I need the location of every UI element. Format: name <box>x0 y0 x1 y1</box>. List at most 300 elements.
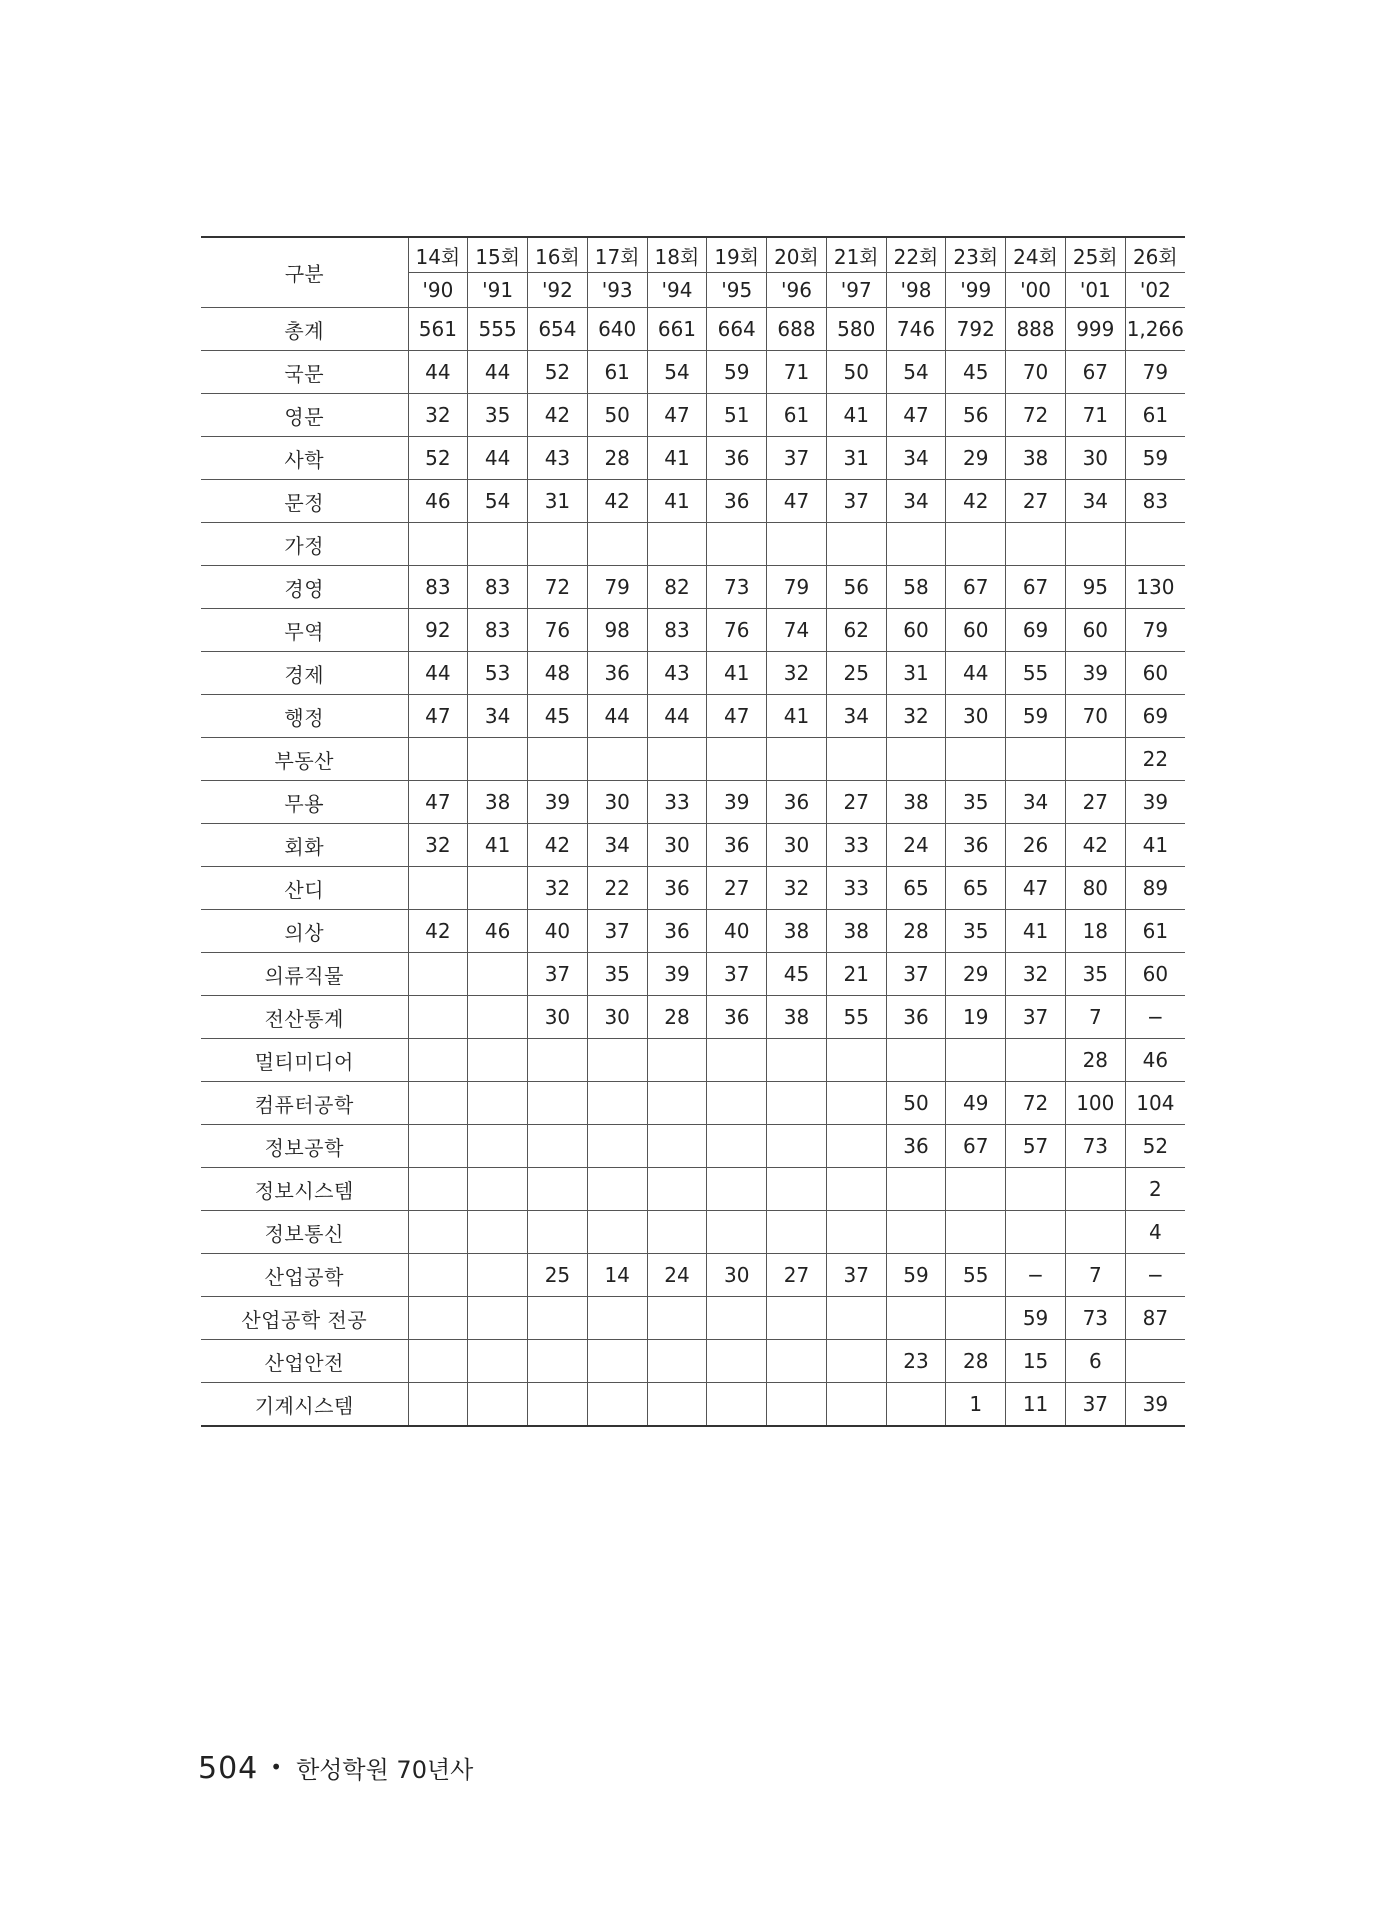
table-cell <box>826 1082 886 1125</box>
table-cell: 41 <box>707 652 767 695</box>
table-cell: 32 <box>767 867 827 910</box>
table-cell: 35 <box>946 781 1006 824</box>
table-cell: 14 <box>587 1254 647 1297</box>
table-cell <box>587 1383 647 1427</box>
table-cell: 47 <box>408 781 468 824</box>
table-cell: 41 <box>767 695 827 738</box>
table-cell: 42 <box>946 480 1006 523</box>
table-cell: 22 <box>1125 738 1185 781</box>
table-cell: 76 <box>707 609 767 652</box>
table-cell: 31 <box>886 652 946 695</box>
row-label: 총계 <box>201 308 408 351</box>
table-cell <box>886 1297 946 1340</box>
row-label: 문정 <box>201 480 408 523</box>
table-cell <box>647 1082 707 1125</box>
year-header: '94 <box>647 273 707 308</box>
table-cell: 65 <box>886 867 946 910</box>
table-cell <box>707 1082 767 1125</box>
table-cell: 36 <box>767 781 827 824</box>
table-cell: 36 <box>647 910 707 953</box>
table-cell <box>647 1383 707 1427</box>
table-cell <box>468 1211 528 1254</box>
table-cell: 43 <box>528 437 588 480</box>
enrollment-statistics-table <box>201 236 1185 1427</box>
table-cell: 33 <box>826 824 886 867</box>
table-cell: 35 <box>946 910 1006 953</box>
table-row <box>201 609 1185 652</box>
table-cell <box>1125 523 1185 566</box>
table-cell: 47 <box>886 394 946 437</box>
year-header: '95 <box>707 273 767 308</box>
row-label: 영문 <box>201 394 408 437</box>
table-cell: 39 <box>1125 781 1185 824</box>
table-cell: 36 <box>707 437 767 480</box>
table-cell: 661 <box>647 308 707 351</box>
table-cell: 60 <box>1065 609 1125 652</box>
table-cell: 36 <box>587 652 647 695</box>
table-row <box>201 824 1185 867</box>
table-cell: 44 <box>468 351 528 394</box>
table-cell: 55 <box>946 1254 1006 1297</box>
table-row <box>201 308 1185 351</box>
table-cell <box>408 1297 468 1340</box>
table-cell: 83 <box>647 609 707 652</box>
table-cell: 89 <box>1125 867 1185 910</box>
table-cell <box>826 1211 886 1254</box>
table-cell: 6 <box>1065 1340 1125 1383</box>
table-cell <box>408 1254 468 1297</box>
table-row <box>201 523 1185 566</box>
table-cell <box>468 867 528 910</box>
table-cell <box>826 1340 886 1383</box>
table-cell: 56 <box>946 394 1006 437</box>
table-cell <box>587 1297 647 1340</box>
table-cell <box>946 1039 1006 1082</box>
table-cell <box>528 1168 588 1211</box>
table-cell <box>767 523 827 566</box>
table-cell: 51 <box>707 394 767 437</box>
table-cell <box>468 1168 528 1211</box>
table-cell: 34 <box>886 480 946 523</box>
table-cell: 28 <box>647 996 707 1039</box>
session-header: 14회 <box>408 237 468 273</box>
table-cell: 104 <box>1125 1082 1185 1125</box>
table-cell <box>886 523 946 566</box>
table-cell: 83 <box>468 609 528 652</box>
table-cell <box>707 1168 767 1211</box>
table-cell: 31 <box>826 437 886 480</box>
row-label: 회화 <box>201 824 408 867</box>
table-cell: 32 <box>528 867 588 910</box>
table-cell <box>647 1039 707 1082</box>
table-cell <box>408 1340 468 1383</box>
table-cell: 21 <box>826 953 886 996</box>
table-cell <box>408 1082 468 1125</box>
table-cell: 59 <box>1006 1297 1066 1340</box>
table-cell: 39 <box>1065 652 1125 695</box>
table-cell: 36 <box>886 1125 946 1168</box>
table-cell: 34 <box>1006 781 1066 824</box>
table-cell <box>767 1039 827 1082</box>
table-cell: 130 <box>1125 566 1185 609</box>
table-cell: 15 <box>1006 1340 1066 1383</box>
table-cell <box>408 1168 468 1211</box>
page-footer <box>198 1750 473 1786</box>
table-cell <box>826 738 886 781</box>
table-cell: 28 <box>1065 1039 1125 1082</box>
table-cell <box>826 1125 886 1168</box>
table-cell <box>946 523 1006 566</box>
table-cell: 37 <box>1065 1383 1125 1427</box>
table-cell: 98 <box>587 609 647 652</box>
table-cell: 79 <box>1125 609 1185 652</box>
year-header: '91 <box>468 273 528 308</box>
table-row <box>201 1082 1185 1125</box>
table-cell: 30 <box>1065 437 1125 480</box>
table-cell: 28 <box>587 437 647 480</box>
table-cell: 37 <box>587 910 647 953</box>
table-cell: 42 <box>587 480 647 523</box>
table-cell: 42 <box>1065 824 1125 867</box>
table-cell: 71 <box>1065 394 1125 437</box>
table-cell <box>767 738 827 781</box>
table-cell <box>408 1211 468 1254</box>
session-header: 18회 <box>647 237 707 273</box>
enrollment-table-container <box>201 236 1185 1427</box>
table-cell: 32 <box>1006 953 1066 996</box>
table-cell: 41 <box>468 824 528 867</box>
table-cell: 24 <box>886 824 946 867</box>
table-cell: 33 <box>647 781 707 824</box>
table-cell <box>647 1297 707 1340</box>
row-label: 부동산 <box>201 738 408 781</box>
row-label: 무역 <box>201 609 408 652</box>
row-label: 컴퓨터공학 <box>201 1082 408 1125</box>
table-cell: 76 <box>528 609 588 652</box>
table-cell: 37 <box>826 480 886 523</box>
table-row <box>201 1383 1185 1427</box>
table-cell <box>1006 1039 1066 1082</box>
table-cell: 29 <box>946 953 1006 996</box>
table-cell <box>468 523 528 566</box>
table-row <box>201 437 1185 480</box>
table-cell: 71 <box>767 351 827 394</box>
table-cell: 72 <box>1006 1082 1066 1125</box>
table-cell: 61 <box>587 351 647 394</box>
table-cell: 36 <box>946 824 1006 867</box>
table-cell: 60 <box>886 609 946 652</box>
table-cell: 38 <box>886 781 946 824</box>
table-row <box>201 695 1185 738</box>
table-cell: 50 <box>886 1082 946 1125</box>
table-row <box>201 996 1185 1039</box>
table-row <box>201 1297 1185 1340</box>
table-row <box>201 480 1185 523</box>
table-cell: 654 <box>528 308 588 351</box>
table-cell: 59 <box>886 1254 946 1297</box>
table-cell: 35 <box>1065 953 1125 996</box>
row-label: 정보공학 <box>201 1125 408 1168</box>
table-cell: 664 <box>707 308 767 351</box>
table-cell: 47 <box>647 394 707 437</box>
session-header: 20회 <box>767 237 827 273</box>
row-label: 국문 <box>201 351 408 394</box>
table-cell: 32 <box>886 695 946 738</box>
table-cell: 1,266 <box>1125 308 1185 351</box>
table-cell: 72 <box>1006 394 1066 437</box>
table-cell <box>408 738 468 781</box>
table-cell: 30 <box>707 1254 767 1297</box>
year-header: '97 <box>826 273 886 308</box>
table-cell: 30 <box>767 824 827 867</box>
table-cell: 39 <box>647 953 707 996</box>
table-cell <box>767 1168 827 1211</box>
table-cell <box>408 1039 468 1082</box>
table-cell: 36 <box>647 867 707 910</box>
table-cell <box>587 1211 647 1254</box>
table-cell <box>1006 1211 1066 1254</box>
table-cell: − <box>1125 1254 1185 1297</box>
table-cell: 36 <box>886 996 946 1039</box>
table-cell: 746 <box>886 308 946 351</box>
table-cell: 52 <box>1125 1125 1185 1168</box>
table-cell: 34 <box>886 437 946 480</box>
table-cell: 34 <box>587 824 647 867</box>
table-cell: 30 <box>528 996 588 1039</box>
row-label: 사학 <box>201 437 408 480</box>
row-label: 의상 <box>201 910 408 953</box>
table-cell: 59 <box>1125 437 1185 480</box>
table-cell: 688 <box>767 308 827 351</box>
row-label: 무용 <box>201 781 408 824</box>
table-cell: 49 <box>946 1082 1006 1125</box>
table-cell: 44 <box>647 695 707 738</box>
table-cell <box>528 1297 588 1340</box>
table-cell: 25 <box>528 1254 588 1297</box>
session-header: 24회 <box>1006 237 1066 273</box>
table-cell: 30 <box>587 996 647 1039</box>
table-cell: 27 <box>1065 781 1125 824</box>
table-cell: 61 <box>767 394 827 437</box>
table-cell: 60 <box>1125 652 1185 695</box>
table-cell <box>528 738 588 781</box>
year-header: '98 <box>886 273 946 308</box>
table-row <box>201 1340 1185 1383</box>
row-label: 산업공학 <box>201 1254 408 1297</box>
row-label: 정보통신 <box>201 1211 408 1254</box>
table-cell <box>528 1211 588 1254</box>
table-cell <box>408 1125 468 1168</box>
table-cell <box>408 523 468 566</box>
table-cell: 41 <box>647 480 707 523</box>
row-label: 가정 <box>201 523 408 566</box>
table-cell: 55 <box>826 996 886 1039</box>
table-cell: 69 <box>1125 695 1185 738</box>
table-cell: 1 <box>946 1383 1006 1427</box>
table-row <box>201 1254 1185 1297</box>
table-cell: 41 <box>826 394 886 437</box>
table-cell: 73 <box>1065 1125 1125 1168</box>
table-row <box>201 738 1185 781</box>
table-row <box>201 781 1185 824</box>
table-cell: 4 <box>1125 1211 1185 1254</box>
table-cell: − <box>1006 1254 1066 1297</box>
table-cell: 67 <box>946 566 1006 609</box>
table-cell: 28 <box>946 1340 1006 1383</box>
table-cell: 47 <box>408 695 468 738</box>
table-cell: 888 <box>1006 308 1066 351</box>
table-cell: 44 <box>408 351 468 394</box>
session-header: 15회 <box>468 237 528 273</box>
table-cell <box>767 1340 827 1383</box>
table-cell: 792 <box>946 308 1006 351</box>
table-cell: 40 <box>707 910 767 953</box>
row-label: 산업안전 <box>201 1340 408 1383</box>
table-cell: 27 <box>767 1254 827 1297</box>
table-cell: 29 <box>946 437 1006 480</box>
table-cell <box>707 1340 767 1383</box>
table-cell <box>468 1125 528 1168</box>
table-cell: 92 <box>408 609 468 652</box>
table-cell <box>647 1168 707 1211</box>
table-cell <box>826 1297 886 1340</box>
table-row <box>201 566 1185 609</box>
table-cell: 45 <box>767 953 827 996</box>
table-cell: 25 <box>826 652 886 695</box>
table-cell: 19 <box>946 996 1006 1039</box>
year-header: '92 <box>528 273 588 308</box>
table-cell: 30 <box>647 824 707 867</box>
table-cell <box>528 523 588 566</box>
table-cell: 23 <box>886 1340 946 1383</box>
table-cell: 83 <box>1125 480 1185 523</box>
table-cell: 27 <box>707 867 767 910</box>
table-cell <box>468 1254 528 1297</box>
table-cell <box>587 1125 647 1168</box>
table-cell <box>1006 523 1066 566</box>
row-label: 경제 <box>201 652 408 695</box>
table-cell: 50 <box>826 351 886 394</box>
table-cell: 38 <box>767 996 827 1039</box>
table-row <box>201 1168 1185 1211</box>
table-cell: 38 <box>826 910 886 953</box>
table-cell: 57 <box>1006 1125 1066 1168</box>
table-cell <box>767 1125 827 1168</box>
table-cell <box>946 1168 1006 1211</box>
table-cell: 999 <box>1065 308 1125 351</box>
table-cell: 61 <box>1125 910 1185 953</box>
table-cell <box>1065 1211 1125 1254</box>
table-cell: 60 <box>946 609 1006 652</box>
table-cell: 47 <box>1006 867 1066 910</box>
table-cell: 36 <box>707 996 767 1039</box>
table-cell: 33 <box>826 867 886 910</box>
table-cell <box>468 953 528 996</box>
table-cell <box>468 738 528 781</box>
table-cell <box>647 1125 707 1168</box>
table-cell <box>468 1039 528 1082</box>
table-cell: 2 <box>1125 1168 1185 1211</box>
table-cell: 80 <box>1065 867 1125 910</box>
table-cell <box>528 1383 588 1427</box>
year-header: '01 <box>1065 273 1125 308</box>
table-row <box>201 953 1185 996</box>
table-cell: 39 <box>1125 1383 1185 1427</box>
footer-bullet: • <box>270 1755 283 1779</box>
table-cell: 67 <box>1065 351 1125 394</box>
year-header: '00 <box>1006 273 1066 308</box>
table-cell <box>468 996 528 1039</box>
row-label: 경영 <box>201 566 408 609</box>
table-cell: 28 <box>886 910 946 953</box>
year-header: '96 <box>767 273 827 308</box>
row-label: 산업공학 전공 <box>201 1297 408 1340</box>
table-cell <box>826 1383 886 1427</box>
row-label: 행정 <box>201 695 408 738</box>
table-cell <box>1065 523 1125 566</box>
table-row <box>201 1039 1185 1082</box>
table-cell: 37 <box>886 953 946 996</box>
table-cell: 36 <box>707 824 767 867</box>
table-cell <box>408 953 468 996</box>
table-cell: 58 <box>886 566 946 609</box>
table-row <box>201 1125 1185 1168</box>
table-cell: 46 <box>468 910 528 953</box>
table-cell: 95 <box>1065 566 1125 609</box>
table-cell: 46 <box>408 480 468 523</box>
table-cell: 580 <box>826 308 886 351</box>
table-row <box>201 351 1185 394</box>
table-cell: 24 <box>647 1254 707 1297</box>
table-cell: 32 <box>767 652 827 695</box>
table-cell: 70 <box>1006 351 1066 394</box>
table-cell: 39 <box>707 781 767 824</box>
table-cell: 37 <box>767 437 827 480</box>
table-cell: 79 <box>1125 351 1185 394</box>
table-cell <box>767 1211 827 1254</box>
table-cell: 62 <box>826 609 886 652</box>
table-cell <box>647 1211 707 1254</box>
table-cell: 65 <box>946 867 1006 910</box>
table-cell: 30 <box>946 695 1006 738</box>
table-cell: 34 <box>826 695 886 738</box>
table-cell: 79 <box>767 566 827 609</box>
year-header: '99 <box>946 273 1006 308</box>
table-cell <box>587 1340 647 1383</box>
table-cell: 561 <box>408 308 468 351</box>
row-label: 전산통계 <box>201 996 408 1039</box>
table-cell: 72 <box>528 566 588 609</box>
table-cell <box>587 738 647 781</box>
table-cell: 44 <box>408 652 468 695</box>
year-header: '93 <box>587 273 647 308</box>
table-cell <box>1006 738 1066 781</box>
table-header <box>201 237 1185 308</box>
table-row <box>201 394 1185 437</box>
table-cell <box>826 1039 886 1082</box>
table-cell: 32 <box>408 824 468 867</box>
table-cell <box>707 523 767 566</box>
table-cell <box>707 738 767 781</box>
table-cell <box>707 1211 767 1254</box>
row-label: 정보시스템 <box>201 1168 408 1211</box>
table-cell: 100 <box>1065 1082 1125 1125</box>
table-cell: 55 <box>1006 652 1066 695</box>
table-cell <box>707 1383 767 1427</box>
table-cell: 47 <box>707 695 767 738</box>
table-cell: 60 <box>1125 953 1185 996</box>
table-cell: 44 <box>946 652 1006 695</box>
